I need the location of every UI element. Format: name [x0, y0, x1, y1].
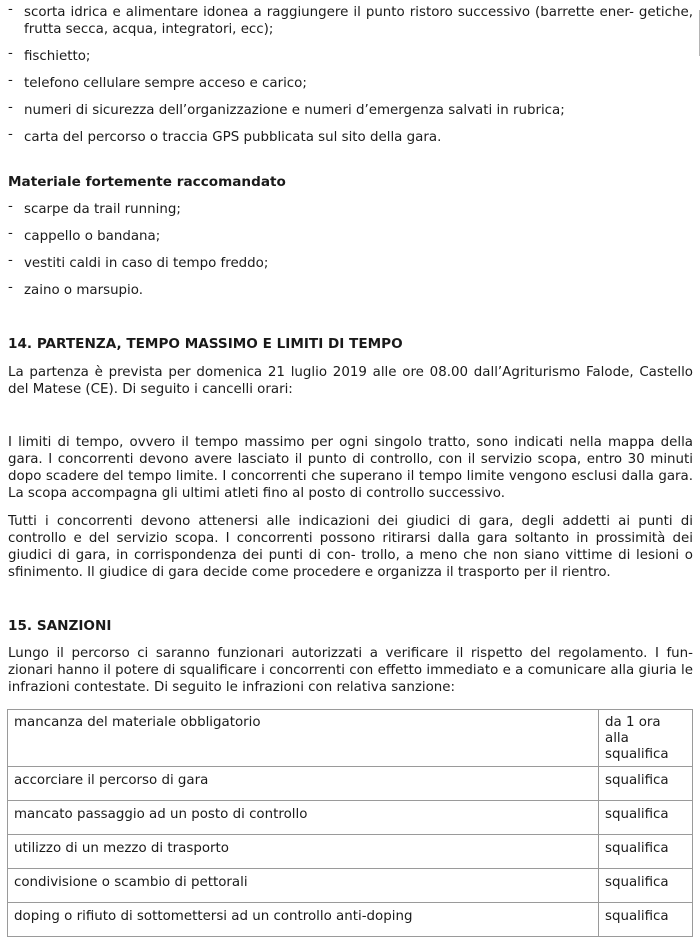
list-item-text: carta del percorso o traccia GPS pubblicata sul sito della gara. [24, 130, 442, 145]
list-item [8, 48, 693, 65]
sanctions-table [7, 709, 693, 937]
list-item-text: numeri di sicurezza dell’organizzazione e numeri d’emergenza salvati in rubrica; [24, 103, 565, 118]
list-item [8, 201, 693, 218]
list-item-text: scarpe da trail running; [24, 202, 181, 217]
table-row [8, 835, 693, 869]
list-item-text: telefono cellulare sempre acceso e carico; [24, 76, 307, 91]
list-marker: - [8, 73, 13, 88]
section-14-title: 14. PARTENZA, TEMPO MASSIMO E LIMITI DI TEMPO [8, 336, 403, 352]
list-item [8, 129, 693, 146]
mandatory-items-list [8, 4, 693, 146]
list-marker: - [8, 199, 13, 214]
sanction-cell: squalifica [599, 835, 693, 869]
table-row [8, 710, 693, 767]
list-item [8, 102, 693, 119]
section-14-paragraph-3: Tutti i concorrenti devono attenersi alle indicazioni dei giudici di gara, degli addetti ai punti di controllo e del servizio scopa. I concorrenti possono ritirarsi dalla gara soltanto in prossimità dei giudici di gara, in corrispondenza dei punti di con- trollo, a meno che non siano vittime di lesioni o sfinimento. Il giudice di gara decide come procedere e organizza il trasporto per il rientro. [8, 514, 693, 580]
list-marker: - [8, 2, 13, 17]
table-row [8, 801, 693, 835]
sanction-cell: da 1 ora alla squalifica [599, 710, 693, 767]
recommended-heading: Materiale fortemente raccomandato [8, 174, 286, 190]
table-row [8, 869, 693, 903]
sanction-cell: squalifica [599, 869, 693, 903]
list-item-text: scorta idrica e alimentare idonea a raggiungere il punto ristoro successivo (barrette ener- getiche, frutta secca, acqua, integratori, ecc); [24, 5, 693, 37]
list-marker: - [8, 127, 13, 142]
infraction-cell: utilizzo di un mezzo di trasporto [8, 835, 599, 869]
list-item [8, 255, 693, 272]
list-item [8, 228, 693, 245]
sanction-cell: squalifica [599, 903, 693, 937]
list-marker: - [8, 253, 13, 268]
list-marker: - [8, 280, 13, 295]
infraction-cell: accorciare il percorso di gara [8, 767, 599, 801]
infraction-cell: condivisione o scambio di pettorali [8, 869, 599, 903]
list-item-text: fischietto; [24, 49, 91, 64]
recommended-items-list [8, 201, 693, 299]
list-item-text: cappello o bandana; [24, 229, 161, 244]
table-row [8, 767, 693, 801]
list-item [8, 4, 693, 38]
list-item-text: zaino o marsupio. [24, 283, 143, 298]
list-marker: - [8, 100, 13, 115]
section-14-paragraph-2: I limiti di tempo, ovvero il tempo massimo per ogni singolo tratto, sono indicati nella mappa della gara. I concorrenti devono avere lasciato il punto di controllo, con il servizio scopa, entro 30 minuti dopo scadere del tempo limite. I concorrenti che superano il tempo limite vengono esclusi dalla gara. La scopa accompagna gli ultimi atleti fino al posto di controllo successivo. [8, 435, 693, 501]
infraction-cell: mancato passaggio ad un posto di controllo [8, 801, 599, 835]
infraction-cell: mancanza del materiale obbligatorio [8, 710, 599, 767]
list-item-text: vestiti caldi in caso di tempo freddo; [24, 256, 269, 271]
sanction-cell: squalifica [599, 801, 693, 835]
infraction-cell: doping o rifiuto di sottomettersi ad un controllo anti-doping [8, 903, 599, 937]
section-15-title: 15. SANZIONI [8, 618, 112, 634]
section-15-paragraph-1: Lungo il percorso ci saranno funzionari autorizzati a verificare il rispetto del regolamento. I fun- zionari hanno il potere di squalificare i concorrenti con effetto immediato e a comunicare alla giuria le infrazioni contestate. Di seguito le infrazioni con relativa sanzione: [8, 646, 693, 695]
section-14-paragraph-1: La partenza è prevista per domenica 21 luglio 2019 alle ore 08.00 dall’Agriturismo Falode, Castello del Matese (CE). Di seguito i cancelli orari: [8, 365, 693, 397]
list-marker: - [8, 226, 13, 241]
sanction-cell: squalifica [599, 767, 693, 801]
list-item [8, 282, 693, 299]
list-item [8, 75, 693, 92]
list-marker: - [8, 46, 13, 61]
